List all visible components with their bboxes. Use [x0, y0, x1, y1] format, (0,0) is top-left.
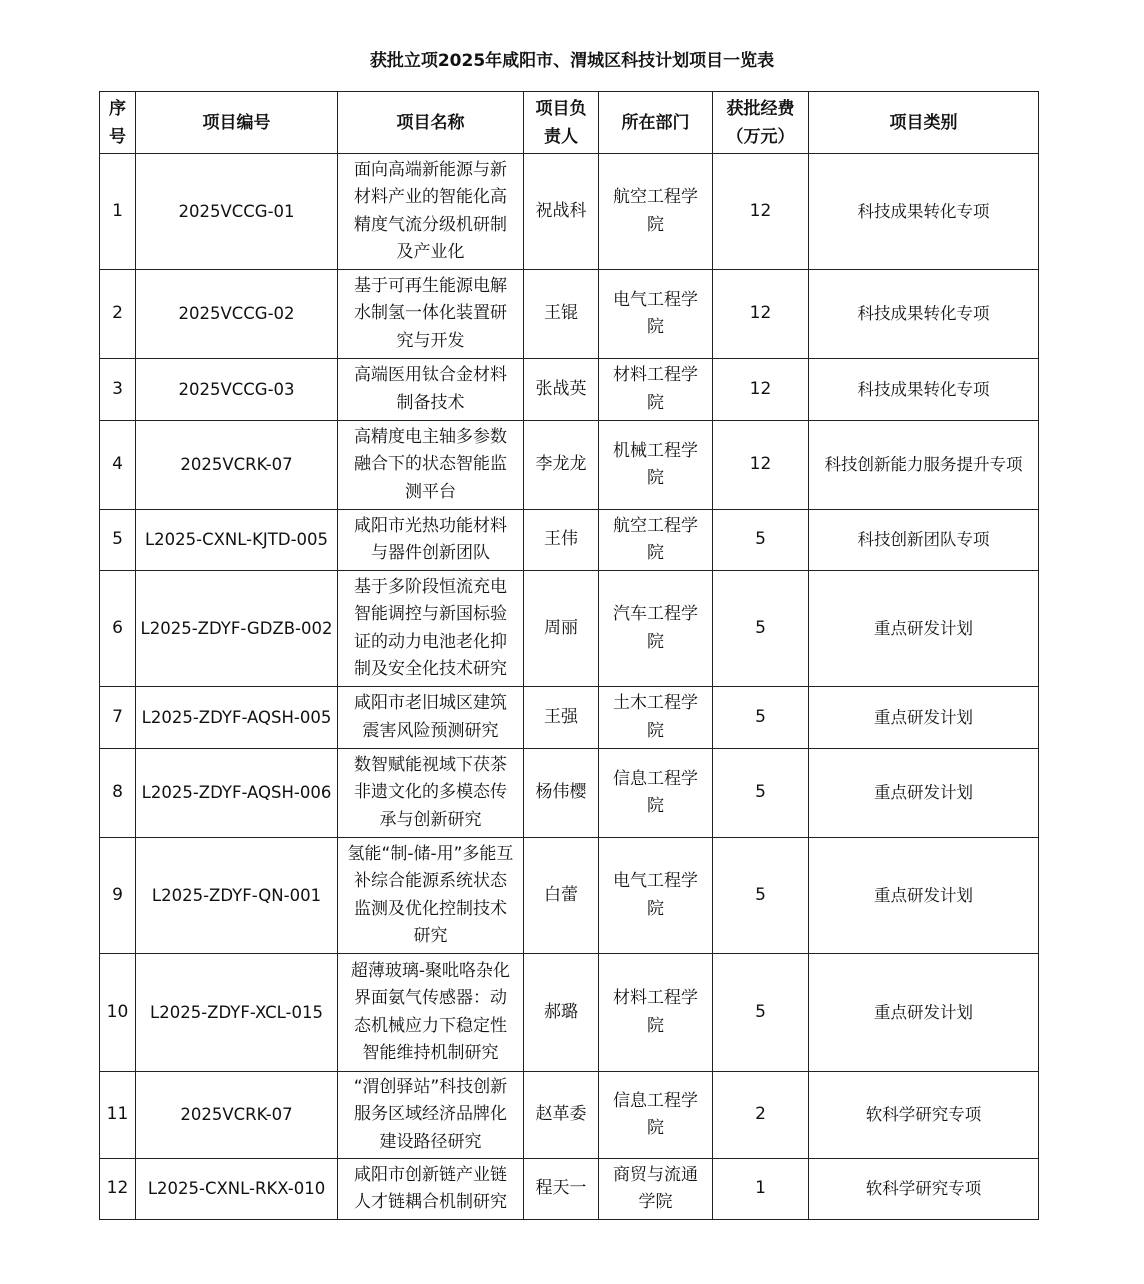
cell-seq: 11: [100, 1072, 136, 1159]
cell-seq: 2: [100, 270, 136, 359]
cell-dept: 商贸与流通学院: [599, 1159, 713, 1220]
cell-name: 咸阳市光热功能材料与器件创新团队: [338, 510, 524, 571]
cell-code: 2025VCCG-01: [136, 154, 338, 270]
cell-category: 科技创新能力服务提升专项: [809, 421, 1039, 510]
cell-name: 面向高端新能源与新材料产业的智能化高精度气流分级机研制及产业化: [338, 154, 524, 270]
table-row: [100, 359, 1039, 421]
cell-dept: 信息工程学院: [599, 749, 713, 838]
header-code: 项目编号: [136, 92, 338, 154]
cell-name: 基于可再生能源电解水制氢一体化装置研究与开发: [338, 270, 524, 359]
cell-seq: 7: [100, 687, 136, 749]
cell-category: 科技成果转化专项: [809, 359, 1039, 421]
cell-dept: 材料工程学院: [599, 954, 713, 1072]
cell-category: 科技成果转化专项: [809, 270, 1039, 359]
cell-category: 软科学研究专项: [809, 1159, 1039, 1220]
cell-code: L2025-ZDYF-AQSH-005: [136, 687, 338, 749]
cell-leader: 王锟: [524, 270, 599, 359]
table-row: [100, 1072, 1039, 1159]
header-seq: 序号: [100, 92, 136, 154]
cell-code: 2025VCCG-03: [136, 359, 338, 421]
cell-leader: 李龙龙: [524, 421, 599, 510]
table-row: [100, 838, 1039, 954]
cell-leader: 王强: [524, 687, 599, 749]
cell-funding: 5: [713, 838, 809, 954]
cell-leader: 杨伟樱: [524, 749, 599, 838]
cell-leader: 祝战科: [524, 154, 599, 270]
header-name: 项目名称: [338, 92, 524, 154]
cell-leader: 白蕾: [524, 838, 599, 954]
cell-code: L2025-ZDYF-AQSH-006: [136, 749, 338, 838]
cell-name: 氢能“制-储-用”多能互补综合能源系统状态监测及优化控制技术研究: [338, 838, 524, 954]
cell-name: 超薄玻璃-聚吡咯杂化界面氨气传感器：动态机械应力下稳定性智能维持机制研究: [338, 954, 524, 1072]
cell-leader: 王伟: [524, 510, 599, 571]
page-title: 获批立项2025年咸阳市、渭城区科技计划项目一览表: [369, 51, 775, 71]
cell-seq: 8: [100, 749, 136, 838]
cell-funding: 12: [713, 154, 809, 270]
table-row: [100, 954, 1039, 1072]
cell-code: L2025-CXNL-KJTD-005: [136, 510, 338, 571]
cell-seq: 6: [100, 571, 136, 687]
cell-code: 2025VCRK-07: [136, 1072, 338, 1159]
header-dept: 所在部门: [599, 92, 713, 154]
cell-name: 高端医用钛合金材料制备技术: [338, 359, 524, 421]
project-table: [99, 91, 1039, 1220]
cell-code: L2025-ZDYF-XCL-015: [136, 954, 338, 1072]
cell-name: “渭创驿站”科技创新服务区域经济品牌化建设路径研究: [338, 1072, 524, 1159]
cell-name: 咸阳市创新链产业链人才链耦合机制研究: [338, 1159, 524, 1220]
cell-leader: 周丽: [524, 571, 599, 687]
cell-code: L2025-CXNL-RKX-010: [136, 1159, 338, 1220]
cell-dept: 土木工程学院: [599, 687, 713, 749]
cell-code: 2025VCCG-02: [136, 270, 338, 359]
cell-seq: 4: [100, 421, 136, 510]
table-row: [100, 749, 1039, 838]
header-leader: 项目负责人: [524, 92, 599, 154]
cell-category: 重点研发计划: [809, 954, 1039, 1072]
table-row: [100, 270, 1039, 359]
cell-category: 重点研发计划: [809, 838, 1039, 954]
cell-code: L2025-ZDYF-QN-001: [136, 838, 338, 954]
cell-funding: 1: [713, 1159, 809, 1220]
header-funding: 获批经费（万元）: [713, 92, 809, 154]
cell-name: 基于多阶段恒流充电智能调控与新国标验证的动力电池老化抑制及安全化技术研究: [338, 571, 524, 687]
cell-leader: 赵革委: [524, 1072, 599, 1159]
cell-leader: 张战英: [524, 359, 599, 421]
cell-funding: 5: [713, 749, 809, 838]
cell-funding: 12: [713, 359, 809, 421]
cell-category: 重点研发计划: [809, 749, 1039, 838]
cell-code: L2025-ZDYF-GDZB-002: [136, 571, 338, 687]
cell-funding: 12: [713, 270, 809, 359]
cell-funding: 2: [713, 1072, 809, 1159]
cell-dept: 材料工程学院: [599, 359, 713, 421]
cell-category: 科技成果转化专项: [809, 154, 1039, 270]
table-row: [100, 571, 1039, 687]
table-row: [100, 154, 1039, 270]
cell-category: 软科学研究专项: [809, 1072, 1039, 1159]
table-header-row: [100, 92, 1039, 154]
table-row: [100, 421, 1039, 510]
cell-category: 重点研发计划: [809, 571, 1039, 687]
cell-funding: 5: [713, 954, 809, 1072]
cell-name: 高精度电主轴多参数融合下的状态智能监测平台: [338, 421, 524, 510]
cell-category: 重点研发计划: [809, 687, 1039, 749]
cell-seq: 5: [100, 510, 136, 571]
cell-leader: 郝璐: [524, 954, 599, 1072]
cell-dept: 航空工程学院: [599, 510, 713, 571]
cell-dept: 机械工程学院: [599, 421, 713, 510]
cell-dept: 信息工程学院: [599, 1072, 713, 1159]
table-row: [100, 687, 1039, 749]
cell-funding: 12: [713, 421, 809, 510]
cell-leader: 程天一: [524, 1159, 599, 1220]
cell-category: 科技创新团队专项: [809, 510, 1039, 571]
cell-dept: 汽车工程学院: [599, 571, 713, 687]
cell-funding: 5: [713, 687, 809, 749]
cell-name: 数智赋能视域下茯茶非遗文化的多模态传承与创新研究: [338, 749, 524, 838]
table-row: [100, 1159, 1039, 1220]
table-row: [100, 510, 1039, 571]
cell-dept: 航空工程学院: [599, 154, 713, 270]
cell-seq: 10: [100, 954, 136, 1072]
cell-funding: 5: [713, 510, 809, 571]
cell-seq: 1: [100, 154, 136, 270]
cell-seq: 9: [100, 838, 136, 954]
cell-code: 2025VCRK-07: [136, 421, 338, 510]
cell-seq: 12: [100, 1159, 136, 1220]
cell-dept: 电气工程学院: [599, 838, 713, 954]
cell-name: 咸阳市老旧城区建筑震害风险预测研究: [338, 687, 524, 749]
cell-dept: 电气工程学院: [599, 270, 713, 359]
cell-funding: 5: [713, 571, 809, 687]
header-category: 项目类别: [809, 92, 1039, 154]
cell-seq: 3: [100, 359, 136, 421]
